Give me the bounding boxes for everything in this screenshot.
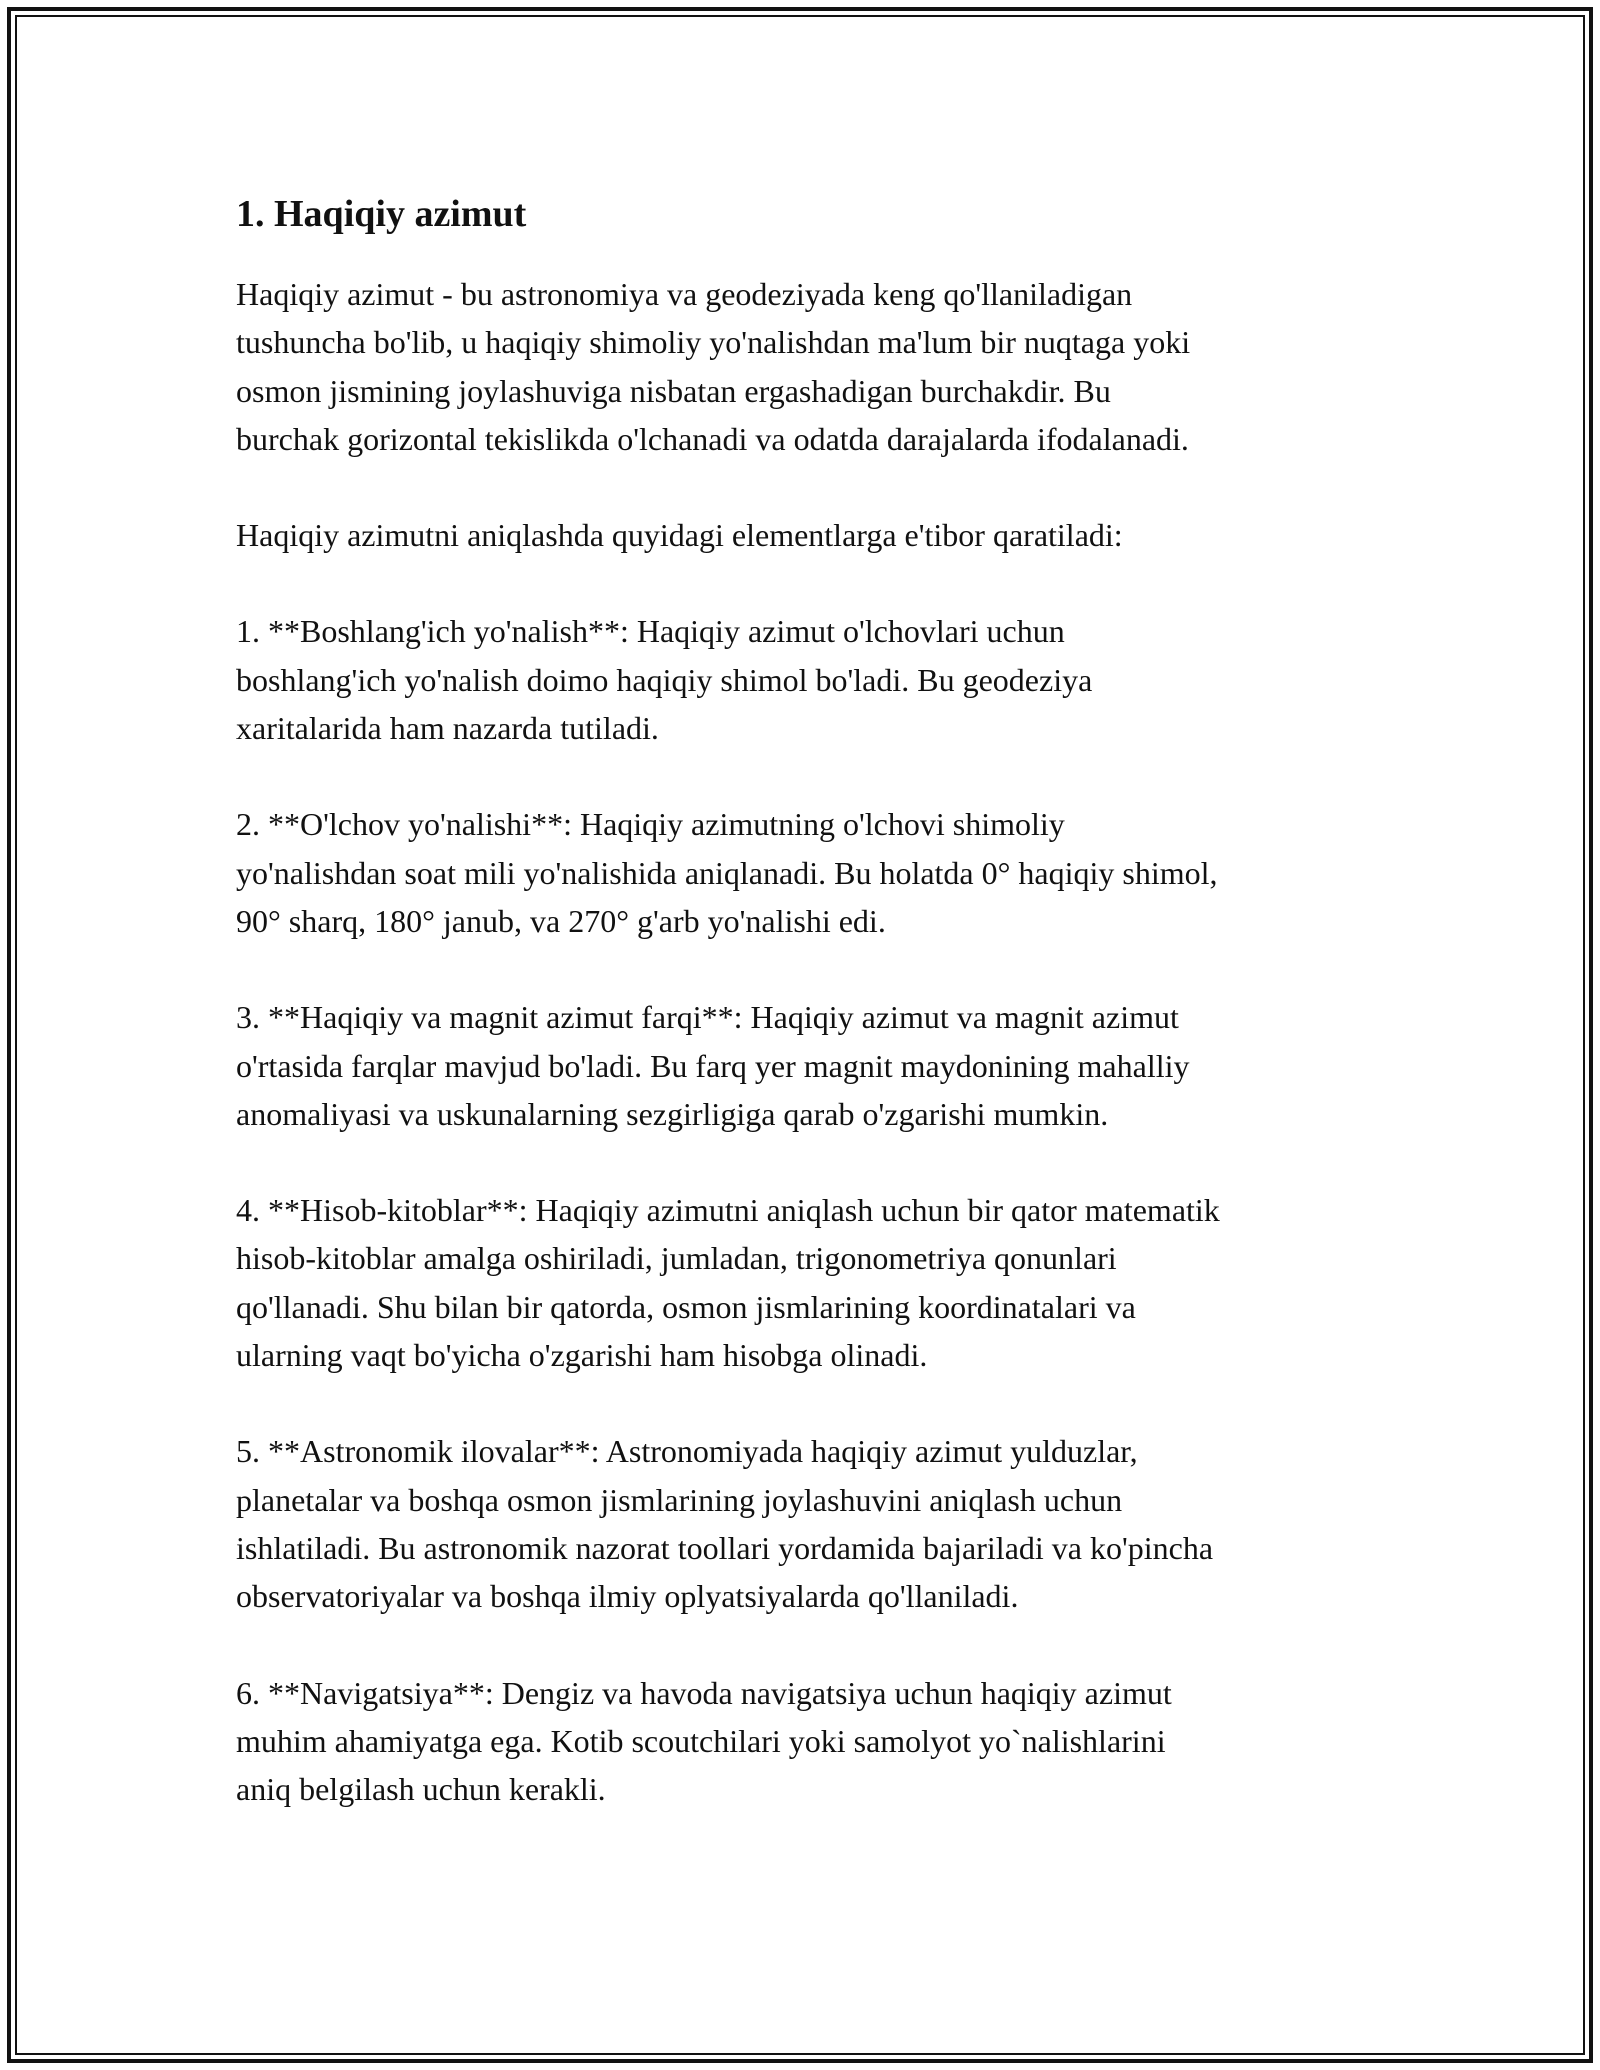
list-item-astronomical-applications: 5. **Astronomik ilovalar**: Astronomiyada haqiqiy azimut yulduzlar, planetalar va boshqa osmon jismlarining joylashuvini aniqlash uchun ishlatiladi. Bu astronomik nazorat toollari yordamida bajariladi va ko'pincha observatoriyalar va boshqa ilmiy oplyatsiyalarda qo'llaniladi. [236, 1433, 1214, 1615]
document-title: 1. Haqiqiy azimut [236, 193, 527, 235]
list-item-calculations: 4. **Hisob-kitoblar**: Haqiqiy azimutni aniqlash uchun bir qator matematik hisob-kitoblar amalga oshiriladi, jumladan, trigonometriya qonunlari qo'llanadi. Shu bilan bir qatorda, osmon jismlarining koordinatalari va ularning vaqt bo'yicha o'zgarishi ham hisobga olinadi. [236, 1192, 1220, 1374]
elements-intro-paragraph: Haqiqiy azimutni aniqlashda quyidagi elementlarga e'tibor qaratiladi: [236, 517, 1123, 554]
list-item-navigation: 6. **Navigatsiya**: Dengiz va havoda navigatsiya uchun haqiqiy azimut muhim ahamiyatga ega. Kotib scoutchilari yoki samolyot yo`nalishlarini aniq belgilash uchun kerakli. [236, 1674, 1172, 1808]
document-body [236, 186, 1386, 1813]
list-item-measurement-direction: 2. **O'lchov yo'nalishi**: Haqiqiy azimutning o'lchovi shimoliy yo'nalishdan soat mili yo'nalishida aniqlanadi. Bu holatda 0° haqiqiy shimol, 90° sharq, 180° janub, va 270° g'arb yo'nalishi edi. [236, 806, 1218, 939]
list-item-true-vs-magnetic: 3. **Haqiqiy va magnit azimut farqi**: Haqiqiy azimut va magnit azimut o'rtasida farqlar mavjud bo'ladi. Bu farq yer magnit maydonining mahalliy anomaliyasi va uskunalarning sezgirligiga qarab o'zgarishi mumkin. [236, 999, 1190, 1132]
intro-paragraph: Haqiqiy azimut - bu astronomiya va geodeziyada keng qo'llaniladigan tushuncha bo'lib, u haqiqiy shimoliy yo'nalishdan ma'lum bir nuqtaga yoki osmon jismining joylashuviga nisbatan ergashadigan burchakdir. Bu burchak gorizontal tekislikda o'lchanadi va odatda darajalarda ifodalanadi. [236, 276, 1191, 457]
list-item-initial-direction: 1. **Boshlang'ich yo'nalish**: Haqiqiy azimut o'lchovlari uchun boshlang'ich yo'nalish doimo haqiqiy shimol bo'ladi. Bu geodeziya xaritalarida ham nazarda tutiladi. [236, 613, 1093, 747]
